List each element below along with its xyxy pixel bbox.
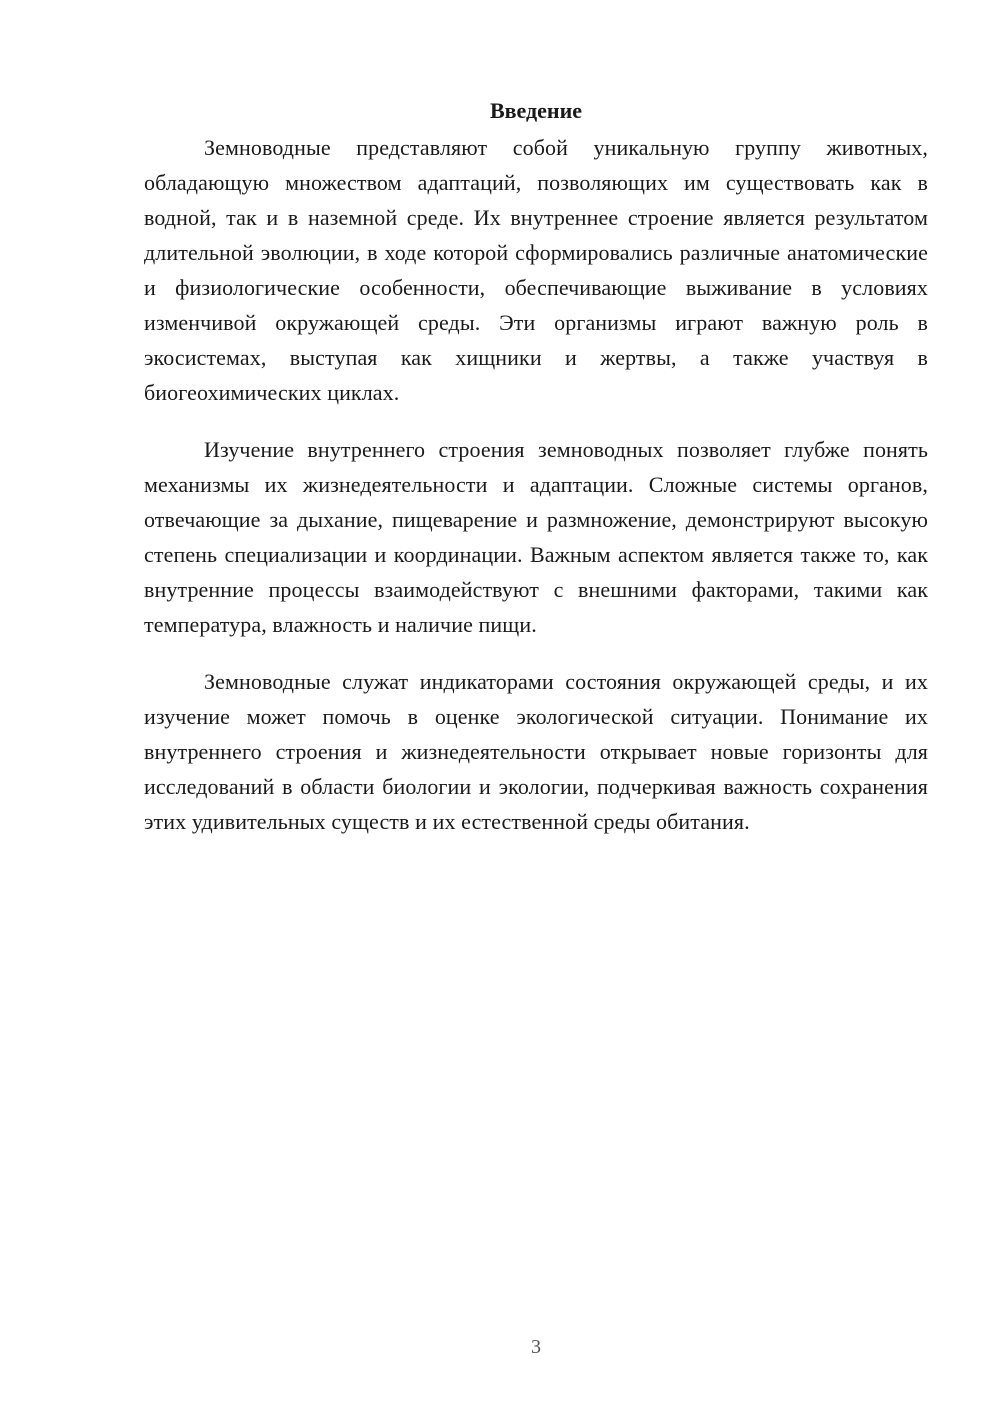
section-title: Введение	[489, 98, 583, 123]
paragraph-1: Земноводные представляют собой уникальную группу животных, обладающую множеством адаптаций, позволяющих им существовать как в водной, так и в наземной среде. Их внутреннее строение является результатом длительной эволюции, в ходе которой сформировались различные анатомические и физиологические особенности, обеспечивающие выживание в условиях изменчивой окружающей среды. Эти организмы играют важную роль в экосистемах, выступая как хищники и жертвы, а также участвуя в биогеохимических циклах.	[144, 135, 928, 405]
paragraph-3: Земноводные служат индикаторами состояния окружающей среды, и их изучение может помочь в оценке экологической ситуации. Понимание их внутреннего строения и жизнедеятельности открывает новые горизонты для исследований в области биологии и экологии, подчеркивая важность сохранения этих удивительных существ и их естественной среды обитания.	[144, 669, 928, 834]
page-content	[144, 96, 928, 861]
paragraph-2: Изучение внутреннего строения земноводных позволяет глубже понять механизмы их жизнедеятельности и адаптации. Сложные системы органов, отвечающие за дыхание, пищеварение и размножение, демонстрируют высокую степень специализации и координации. Важным аспектом является также то, как внутренние процессы взаимодействуют с внешними факторами, такими как температура, влажность и наличие пищи.	[144, 437, 928, 637]
page-number: 3	[531, 1336, 541, 1358]
